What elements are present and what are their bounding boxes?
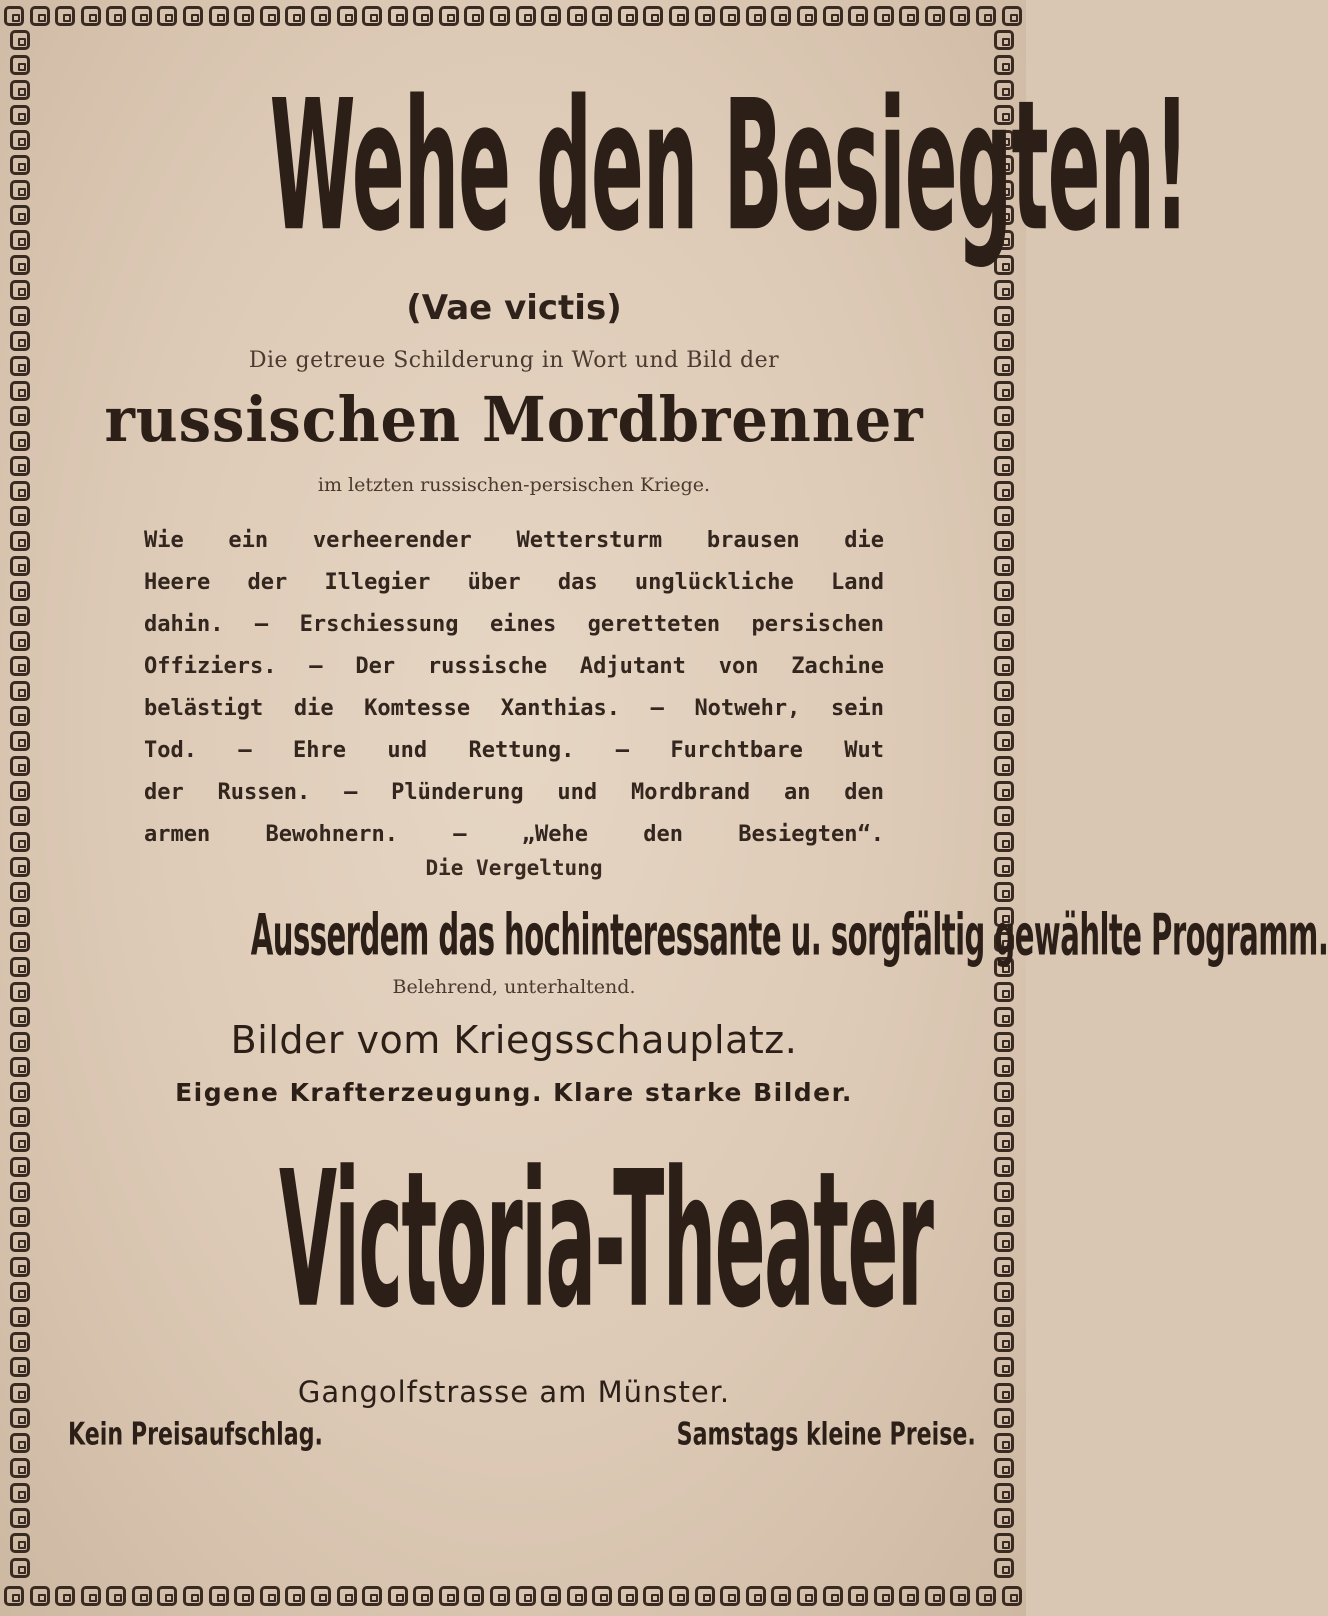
chain-link-icon [592,1586,612,1606]
description-line: Heere der Illegier über das unglückliche Land [144,570,884,595]
chain-link-icon [362,6,382,26]
chain-link-icon [592,6,612,26]
chain-link-icon [157,1586,177,1606]
chain-link-icon [10,1057,30,1077]
chain-link-icon [994,1383,1014,1403]
chain-link-icon [994,1032,1014,1052]
chain-link-icon [81,6,101,26]
chain-link-icon [994,706,1014,726]
chain-link-icon [183,1586,203,1606]
chain-link-icon [439,6,459,26]
chain-link-icon [10,381,30,401]
chain-link-icon [337,1586,357,1606]
chain-link-icon [823,1586,843,1606]
theater-name: Victoria-Theater [279,1132,933,1350]
chain-link-icon [720,1586,740,1606]
chain-link-icon [797,6,817,26]
chain-link-icon [10,55,30,75]
chain-link-icon [10,1508,30,1528]
chain-link-icon [994,756,1014,776]
chain-link-icon [994,280,1014,300]
chain-link-icon [848,1586,868,1606]
chain-link-icon [10,631,30,651]
chain-link-icon [10,706,30,726]
chain-link-icon [10,1157,30,1177]
chain-link-icon [516,6,536,26]
chain-link-icon [10,957,30,977]
chain-link-icon [874,1586,894,1606]
description-line: Wie ein verheerender Wettersturm brausen die [144,528,884,553]
chain-link-icon [10,882,30,902]
chain-link-icon [10,481,30,501]
chain-link-icon [10,731,30,751]
description-end: Die Vergeltung [425,856,603,880]
chain-link-icon [994,1483,1014,1503]
chain-link-icon [10,581,30,601]
chain-link-icon [106,6,126,26]
chain-link-icon [994,631,1014,651]
chain-link-icon [994,1332,1014,1352]
program-note: Belehrend, unterhaltend. [392,976,636,998]
chain-link-icon [567,1586,587,1606]
war-pictures-line: Bilder vom Kriegsschauplatz. [230,1018,798,1062]
chain-link-icon [994,1007,1014,1027]
chain-link-icon [10,1207,30,1227]
chain-link-icon [157,6,177,26]
chain-link-icon [695,6,715,26]
chain-link-icon [10,1107,30,1127]
headline: Wehe den Besiegten! [269,62,1189,272]
chain-link-icon [209,1586,229,1606]
chain-link-icon [311,1586,331,1606]
chain-link-icon [848,6,868,26]
chain-link-icon [994,431,1014,451]
chain-link-icon [994,781,1014,801]
chain-link-icon [771,1586,791,1606]
chain-link-icon [55,1586,75,1606]
footer-row [44,1416,984,1453]
chain-link-icon [464,6,484,26]
chain-link-icon [950,6,970,26]
chain-link-icon [413,1586,433,1606]
chain-link-icon [10,806,30,826]
chain-link-icon [994,1433,1014,1453]
chain-link-icon [771,6,791,26]
chain-link-icon [797,1586,817,1606]
chain-link-icon [464,1586,484,1606]
chain-link-icon [132,6,152,26]
chain-link-icon [994,1458,1014,1478]
chain-link-icon [10,105,30,125]
chain-link-icon [994,982,1014,1002]
chain-link-icon [30,1586,50,1606]
chain-link-icon [994,1232,1014,1252]
chain-link-icon [388,6,408,26]
program-line: Ausserdem das hochinteressante u. sorgfältig gewählte Programm. [250,903,1328,969]
chain-link-icon [10,1357,30,1377]
chain-link-icon [81,1586,101,1606]
chain-link-icon [10,255,30,275]
chain-link-icon [413,6,433,26]
chain-link-icon [994,531,1014,551]
chain-link-icon [285,1586,305,1606]
chain-link-icon [10,1332,30,1352]
chain-link-icon [10,130,30,150]
chain-link-icon [285,6,305,26]
chain-link-icon [994,1533,1014,1553]
chain-link-icon [10,331,30,351]
chain-link-icon [10,1558,30,1578]
chain-link-icon [10,1483,30,1503]
chain-link-icon [388,1586,408,1606]
chain-link-icon [10,832,30,852]
chain-link-icon [746,1586,766,1606]
intro-line: Die getreue Schilderung in Wort und Bild der [248,348,780,373]
chain-link-icon [10,556,30,576]
chain-link-icon [994,1558,1014,1578]
chain-link-icon [823,6,843,26]
chain-link-icon [10,1533,30,1553]
context-line: im letzten russischen-persischen Kriege. [317,474,711,496]
chain-link-icon [994,1357,1014,1377]
chain-link-icon [994,1132,1014,1152]
chain-link-icon [10,155,30,175]
chain-link-icon [234,6,254,26]
chain-link-icon [976,6,996,26]
chain-link-icon [10,230,30,250]
chain-link-icon [10,406,30,426]
chain-link-icon [899,6,919,26]
description-line: Tod. — Ehre und Rettung. — Furchtbare Wut [144,738,884,763]
chain-link-icon [4,1586,24,1606]
chain-link-icon [10,180,30,200]
ornamental-border-top [0,2,1026,30]
chain-link-icon [618,1586,638,1606]
chain-link-icon [643,6,663,26]
chain-link-icon [260,1586,280,1606]
chain-link-icon [994,857,1014,877]
chain-link-icon [10,656,30,676]
chain-link-icon [669,6,689,26]
chain-link-icon [1002,1586,1022,1606]
description-line: Offiziers. — Der russische Adjutant von Zachine [144,654,884,679]
chain-link-icon [10,1132,30,1152]
chain-link-icon [132,1586,152,1606]
chain-link-icon [874,6,894,26]
chain-link-icon [4,6,24,26]
chain-link-icon [10,1182,30,1202]
chain-link-icon [10,431,30,451]
chain-link-icon [10,1383,30,1403]
chain-link-icon [994,406,1014,426]
chain-link-icon [10,531,30,551]
chain-link-icon [994,1057,1014,1077]
features-line: Eigene Krafterzeugung. Klare starke Bilder. [175,1078,853,1107]
chain-link-icon [994,1182,1014,1202]
chain-link-icon [10,205,30,225]
chain-link-icon [362,1586,382,1606]
chain-link-icon [994,331,1014,351]
chain-link-icon [567,6,587,26]
chain-link-icon [643,1586,663,1606]
description-line: dahin. — Erschiessung eines geretteten persischen [144,612,884,637]
chain-link-icon [994,1508,1014,1528]
chain-link-icon [994,681,1014,701]
chain-link-icon [994,356,1014,376]
chain-link-icon [10,1433,30,1453]
chain-link-icon [925,1586,945,1606]
chain-link-icon [994,731,1014,751]
chain-link-icon [994,381,1014,401]
chain-link-icon [541,6,561,26]
ornamental-border-left [6,30,34,1578]
chain-link-icon [541,1586,561,1606]
chain-link-icon [1002,6,1022,26]
chain-link-icon [10,907,30,927]
chain-link-icon [994,882,1014,902]
ornamental-border-bottom [0,1582,1026,1610]
description-block [144,520,884,856]
chain-link-icon [260,6,280,26]
chain-link-icon [10,606,30,626]
chain-link-icon [490,6,510,26]
chain-link-icon [516,1586,536,1606]
chain-link-icon [695,1586,715,1606]
ad-content [44,36,1328,1576]
chain-link-icon [10,932,30,952]
chain-link-icon [720,6,740,26]
footer-right: Samstags kleine Preise. [676,1416,976,1453]
chain-link-icon [925,6,945,26]
chain-link-icon [234,1586,254,1606]
chain-link-icon [311,6,331,26]
chain-link-icon [30,6,50,26]
chain-link-icon [994,1207,1014,1227]
chain-link-icon [10,1282,30,1302]
chain-link-icon [10,1032,30,1052]
chain-link-icon [899,1586,919,1606]
chain-link-icon [994,656,1014,676]
chain-link-icon [10,982,30,1002]
description-line: der Russen. — Plünderung und Mordbrand an den [144,780,884,805]
chain-link-icon [994,1257,1014,1277]
main-title: russischen Mordbrenner [104,383,924,456]
chain-link-icon [994,1082,1014,1102]
chain-link-icon [183,6,203,26]
chain-link-icon [746,6,766,26]
chain-link-icon [10,1408,30,1428]
chain-link-icon [10,80,30,100]
chain-link-icon [10,456,30,476]
description-line: armen Bewohnern. — „Wehe den Besiegten“. [144,822,884,847]
chain-link-icon [618,6,638,26]
chain-link-icon [10,1257,30,1277]
chain-link-icon [10,506,30,526]
chain-link-icon [994,506,1014,526]
chain-link-icon [994,806,1014,826]
chain-link-icon [976,1586,996,1606]
chain-link-icon [994,30,1014,50]
chain-link-icon [10,781,30,801]
footer-left: Kein Preisaufschlag. [68,1416,323,1453]
chain-link-icon [10,30,30,50]
chain-link-icon [490,1586,510,1606]
chain-link-icon [994,456,1014,476]
chain-link-icon [994,556,1014,576]
address-line: Gangolfstrasse am Münster. [297,1375,731,1409]
chain-link-icon [10,280,30,300]
subtitle: (Vae victis) [406,288,622,328]
chain-link-icon [55,6,75,26]
chain-link-icon [10,1307,30,1327]
chain-link-icon [994,481,1014,501]
description-line: belästigt die Komtesse Xanthias. — Notwehr, sein [144,696,884,721]
chain-link-icon [10,681,30,701]
chain-link-icon [994,1408,1014,1428]
chain-link-icon [10,1232,30,1252]
chain-link-icon [994,1307,1014,1327]
chain-link-icon [10,1082,30,1102]
chain-link-icon [439,1586,459,1606]
chain-link-icon [994,581,1014,601]
chain-link-icon [950,1586,970,1606]
chain-link-icon [994,832,1014,852]
chain-link-icon [994,1107,1014,1127]
chain-link-icon [10,756,30,776]
chain-link-icon [10,1458,30,1478]
chain-link-icon [10,857,30,877]
chain-link-icon [10,1007,30,1027]
chain-link-icon [10,306,30,326]
chain-link-icon [106,1586,126,1606]
chain-link-icon [10,356,30,376]
chain-link-icon [669,1586,689,1606]
chain-link-icon [994,1157,1014,1177]
chain-link-icon [994,306,1014,326]
chain-link-icon [337,6,357,26]
chain-link-icon [994,1282,1014,1302]
chain-link-icon [994,606,1014,626]
chain-link-icon [209,6,229,26]
